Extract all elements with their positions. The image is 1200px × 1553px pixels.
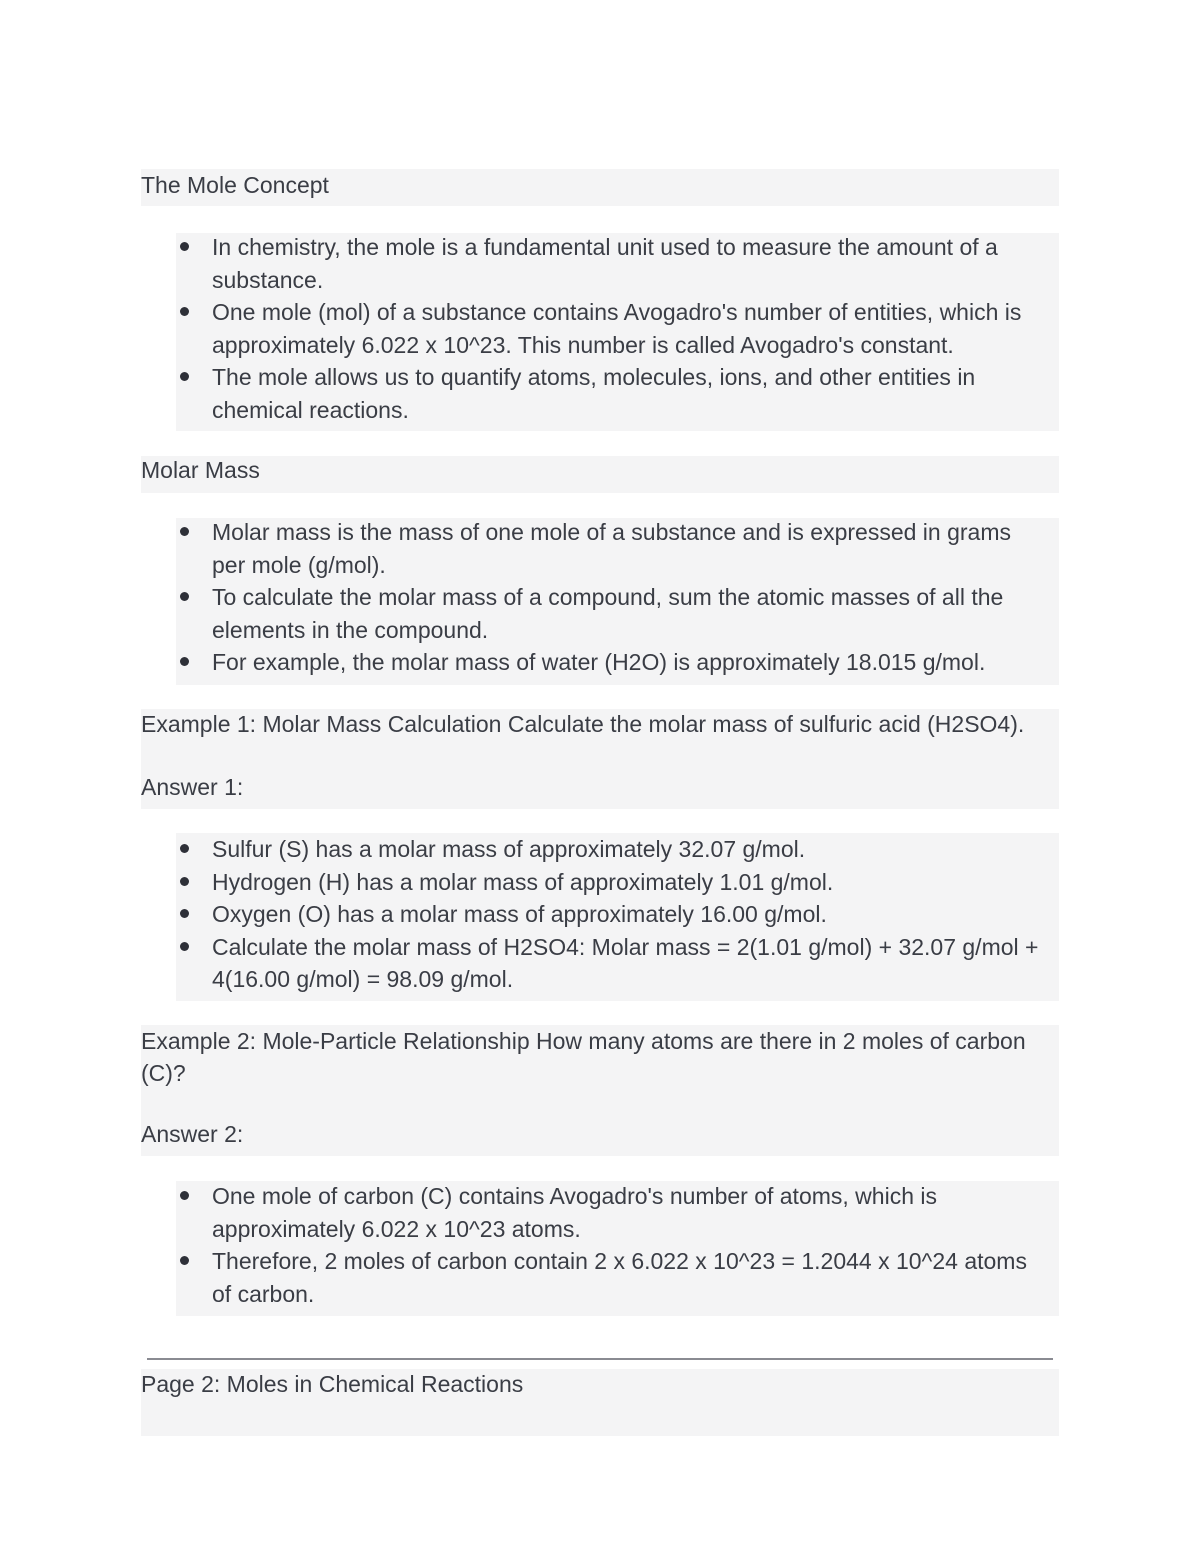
answer-2-list: [178, 1180, 1048, 1310]
list-item: Therefore, 2 moles of carbon contain 2 x 6.022 x 10^23 = 1.2044 x 10^24 atoms of carbon.: [178, 1245, 1048, 1310]
example-2-question: Example 2: Mole-Particle Relationship How many atoms are there in 2 moles of carbon (C)?: [141, 1028, 1026, 1086]
list-item: One mole (mol) of a substance contains Avogadro's number of entities, which is approximately 6.022 x 10^23. This number is called Avogadro's constant.: [178, 296, 1048, 361]
answer-1-label: Answer 1:: [141, 774, 244, 800]
list-item: Calculate the molar mass of H2SO4: Molar mass = 2(1.01 g/mol) + 32.07 g/mol + 4(16.00 g/mol) = 98.09 g/mol.: [178, 931, 1048, 996]
list-item: Oxygen (O) has a molar mass of approximately 16.00 g/mol.: [178, 898, 1048, 931]
section-heading-molar-mass: Molar Mass: [141, 457, 260, 483]
list-item: Molar mass is the mass of one mole of a substance and is expressed in grams per mole (g/mol).: [178, 516, 1048, 581]
molar-mass-list: [178, 516, 1048, 679]
list-item: For example, the molar mass of water (H2O) is approximately 18.015 g/mol.: [178, 646, 1048, 679]
answer-1-list: [178, 833, 1048, 996]
heading-block: [141, 456, 1059, 493]
list-item: In chemistry, the mole is a fundamental unit used to measure the amount of a substance.: [178, 231, 1048, 296]
mole-concept-list: [178, 231, 1048, 426]
page-2-heading: Page 2: Moles in Chemical Reactions: [141, 1371, 524, 1397]
page-divider: [147, 1358, 1053, 1360]
section-heading-mole-concept: The Mole Concept: [141, 172, 329, 198]
list-item: Hydrogen (H) has a molar mass of approximately 1.01 g/mol.: [178, 866, 1048, 899]
list-item: One mole of carbon (C) contains Avogadro's number of atoms, which is approximately 6.022 x 10^23 atoms.: [178, 1180, 1048, 1245]
list-item: Sulfur (S) has a molar mass of approximately 32.07 g/mol.: [178, 833, 1048, 866]
example-1-question: Example 1: Molar Mass Calculation Calculate the molar mass of sulfuric acid (H2SO4).: [141, 711, 1025, 737]
answer-2-label: Answer 2:: [141, 1121, 244, 1147]
list-item: To calculate the molar mass of a compound, sum the atomic masses of all the elements in the compound.: [178, 581, 1048, 646]
list-item: The mole allows us to quantify atoms, molecules, ions, and other entities in chemical reactions.: [178, 361, 1048, 426]
